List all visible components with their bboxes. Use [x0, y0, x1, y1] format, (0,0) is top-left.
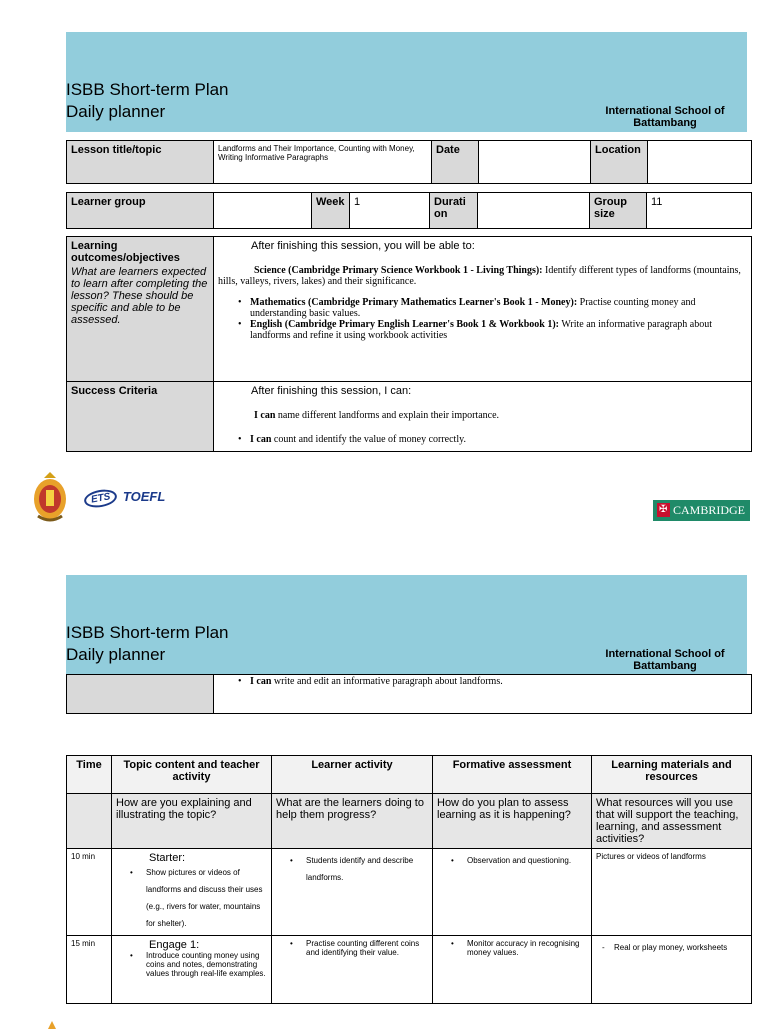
table-row: [67, 936, 752, 1004]
group-size-label: Group size: [590, 193, 647, 229]
criterion-1: [218, 410, 747, 421]
criterion-2-bold: I can: [250, 434, 272, 445]
cambridge-shield-icon: [657, 503, 670, 517]
cambridge-logo: [653, 500, 750, 521]
row1-learner-text: • Students identify and describe landforms.: [288, 852, 428, 886]
criterion-2-text: count and identify the value of money correctly.: [271, 434, 466, 445]
row1-teacher: [112, 849, 272, 936]
prompt-materials: What resources will you use that will support the teaching, learning, and assessment activities?: [592, 794, 752, 849]
table-row: [67, 849, 752, 936]
banner2-title-line1: ISBB Short-term Plan: [66, 623, 229, 642]
row2-learner-text: • Practise counting different coins and identifying their value.: [288, 939, 428, 957]
week-value: 1: [350, 193, 430, 229]
lesson-plan-table: [66, 755, 752, 1004]
row2-teacher: [112, 936, 272, 1004]
ets-toefl-logo: [84, 488, 174, 512]
header-formative-assessment: Formative assessment: [433, 756, 592, 794]
science-text: Identify different types of landforms (mountains, hills, valleys, rivers, lakes) and their significance.: [218, 265, 741, 287]
objectives-content: [214, 237, 752, 382]
learner-group-value: [214, 193, 312, 229]
row2-materials-text: [596, 943, 747, 952]
row1-learner: [272, 849, 433, 936]
banner2-title-line2: Daily planner: [66, 645, 166, 664]
page2-banner: [66, 575, 747, 675]
learner-group-label: Learner group: [67, 193, 214, 229]
header-materials: Learning materials and resources: [592, 756, 752, 794]
row2-assessment: [433, 936, 592, 1004]
header-learner-activity: Learner activity: [272, 756, 433, 794]
duration-value: [478, 193, 590, 229]
english-heading: English (Cambridge Primary English Learner's Book 1 & Workbook 1):: [250, 319, 560, 330]
objectives-table: [66, 236, 752, 452]
header-time: Time: [67, 756, 112, 794]
success-intro: After finishing this session, I can:: [251, 385, 412, 397]
criterion-3-bold: I can: [250, 676, 272, 687]
row1-title: Starter:: [149, 852, 186, 864]
criterion-2: [236, 434, 747, 445]
school-emblem-logo-2: [46, 1016, 58, 1024]
duration-label: Durati on: [430, 193, 478, 229]
success-criteria-continued: [66, 674, 752, 714]
lesson-title-label: Lesson title/topic: [67, 141, 214, 184]
prompt-assessment: How do you plan to assess learning as it is happening?: [433, 794, 592, 849]
science-heading: Science (Cambridge Primary Science Workbook 1 - Living Things):: [254, 265, 543, 276]
criterion-1-bold: I can: [254, 410, 276, 421]
group-size-value: 11: [647, 193, 752, 229]
objectives-hint: What are learners expected to learn after completing the lesson? These should be specific and able to be assessed.: [71, 266, 208, 326]
criterion-3: [236, 676, 747, 687]
date-label: Date: [432, 141, 479, 184]
criterion-3-text: write and edit an informative paragraph about landforms.: [271, 676, 503, 687]
banner-title-line2: Daily planner: [66, 102, 166, 121]
school-emblem-logo: [32, 472, 68, 522]
row1-materials: Pictures or videos of landforms: [592, 849, 752, 936]
header-topic: Topic content and teacher activity: [112, 756, 272, 794]
english-text: Write an informative paragraph about landforms and refine it using workbook activities: [250, 319, 712, 341]
date-value: [479, 141, 591, 184]
continued-content: [214, 675, 752, 714]
school-name-2: International School of Battambang: [605, 648, 725, 672]
objective-maths: [236, 297, 747, 319]
continued-label-cell: [67, 675, 214, 714]
maths-heading: Mathematics (Cambridge Primary Mathematics Learner's Book 1 - Money):: [250, 297, 578, 308]
objectives-label-cell: [67, 237, 214, 382]
row2-time: 15 min: [67, 936, 112, 1004]
ets-logo: ETS: [83, 487, 119, 510]
row2-materials-value: Real or play money, worksheets: [614, 943, 728, 952]
row2-learner: [272, 936, 433, 1004]
objective-science: [218, 265, 747, 287]
row2-assessment-text: • Monitor accuracy in recognising money values.: [449, 939, 587, 957]
objectives-label: Learning outcomes/objectives: [71, 240, 180, 264]
row1-assessment: [433, 849, 592, 936]
maths-text: Practise counting money and understanding basic values.: [250, 297, 696, 319]
lesson-title-value: Landforms and Their Importance, Counting with Money, Writing Informative Paragraphs: [214, 141, 432, 184]
toefl-logo: TOEFL: [122, 489, 166, 504]
school-name: International School of Battambang: [605, 105, 725, 129]
row2-title: Engage 1:: [149, 939, 200, 951]
objectives-intro: After finishing this session, you will be able to:: [251, 240, 475, 252]
row2-teacher-text: • Introduce counting money using coins and notes, demonstrating values through real-life examples.: [128, 951, 267, 978]
prompt-topic: How are you explaining and illustrating the topic?: [112, 794, 272, 849]
banner-title-line1: ISBB Short-term Plan: [66, 80, 229, 99]
location-value: [648, 141, 752, 184]
dash-bullet: -: [602, 943, 605, 952]
row2-materials: [592, 936, 752, 1004]
page1-banner: [66, 32, 747, 132]
row1-assessment-text: • Observation and questioning.: [449, 852, 587, 869]
week-label: Week: [312, 193, 350, 229]
cambridge-logo-text: CAMBRIDGE: [673, 503, 746, 517]
row1-teacher-text: • Show pictures or videos of landforms and discuss their uses (e.g., rivers for water, mountains for shelter).: [128, 864, 267, 932]
lesson-title-table: [66, 140, 752, 184]
success-criteria-label: Success Criteria: [67, 382, 214, 452]
criterion-1-text: name different landforms and explain their importance.: [275, 410, 500, 421]
location-label: Location: [591, 141, 648, 184]
success-criteria-content: [214, 382, 752, 452]
prompt-learner: What are the learners doing to help them progress?: [272, 794, 433, 849]
row1-time: 10 min: [67, 849, 112, 936]
learner-group-table: [66, 192, 752, 229]
prompt-time: [67, 794, 112, 849]
objective-english: [236, 319, 747, 341]
